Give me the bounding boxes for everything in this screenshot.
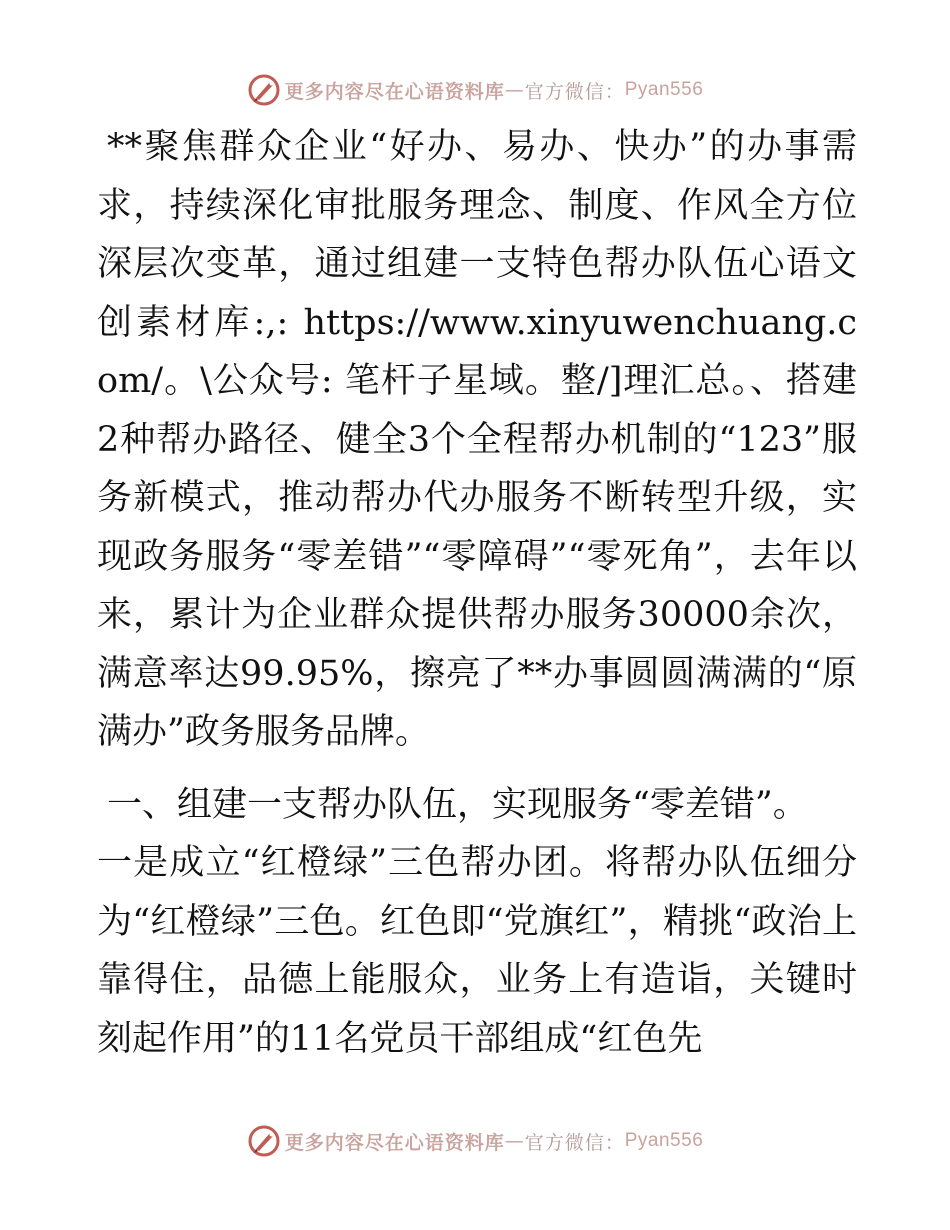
watermark-dash: — [504,79,525,101]
watermark-site-text: 更多内容尽在心语资料库 [284,80,505,103]
paragraph-section-1: 一是成立“红橙绿”三色帮办团。将帮办队伍细分为“红橙绿”三色。红色即“党旗红”，精挑“政治上靠得住，品德上能服众，业务上有造诣，关键时刻起作用”的11名党员干部组成“红色先 [97,843,857,1059]
paragraph-intro: **聚焦群众企业“好办、易办、快办”的办事需求，持续深化审批服务理念、制度、作风全方位深层次变革，通过组建一支特色帮办队伍心语文创素材库:,: https://www.xinyuwenchuang.com/。\公众号: 笔杆子星域。整/]理汇总。、搭建2种帮办路径、健全3个全程帮办机制的“123”服务新模式，推动帮办代办服务不断转型升级，实现政务服务“零差错”“零障碍”“零死角”，去年以来，累计为企业群众提供帮办服务30000余次，满意率达99.95%，擦亮了**办事圆圆满满的“原满办”政务服务品牌。 [97,127,857,752]
section-heading-1: 一、组建一支帮办队伍，实现服务“零差错”。 [107,784,808,825]
watermark-wechat-id: Pyan556 [624,1130,704,1151]
document-body [97,118,857,1068]
watermark-header [0,70,950,110]
watermark-wechat-id: Pyan556 [624,79,704,100]
pen-logo-icon [247,1124,281,1158]
watermark-footer [0,1121,950,1161]
watermark-wechat-label: 官方微信： [524,1131,625,1154]
watermark-dash: — [504,1130,525,1152]
watermark-wechat-label: 官方微信： [524,80,625,103]
watermark-site-text: 更多内容尽在心语资料库 [284,1131,505,1154]
pen-logo-icon [247,73,281,107]
